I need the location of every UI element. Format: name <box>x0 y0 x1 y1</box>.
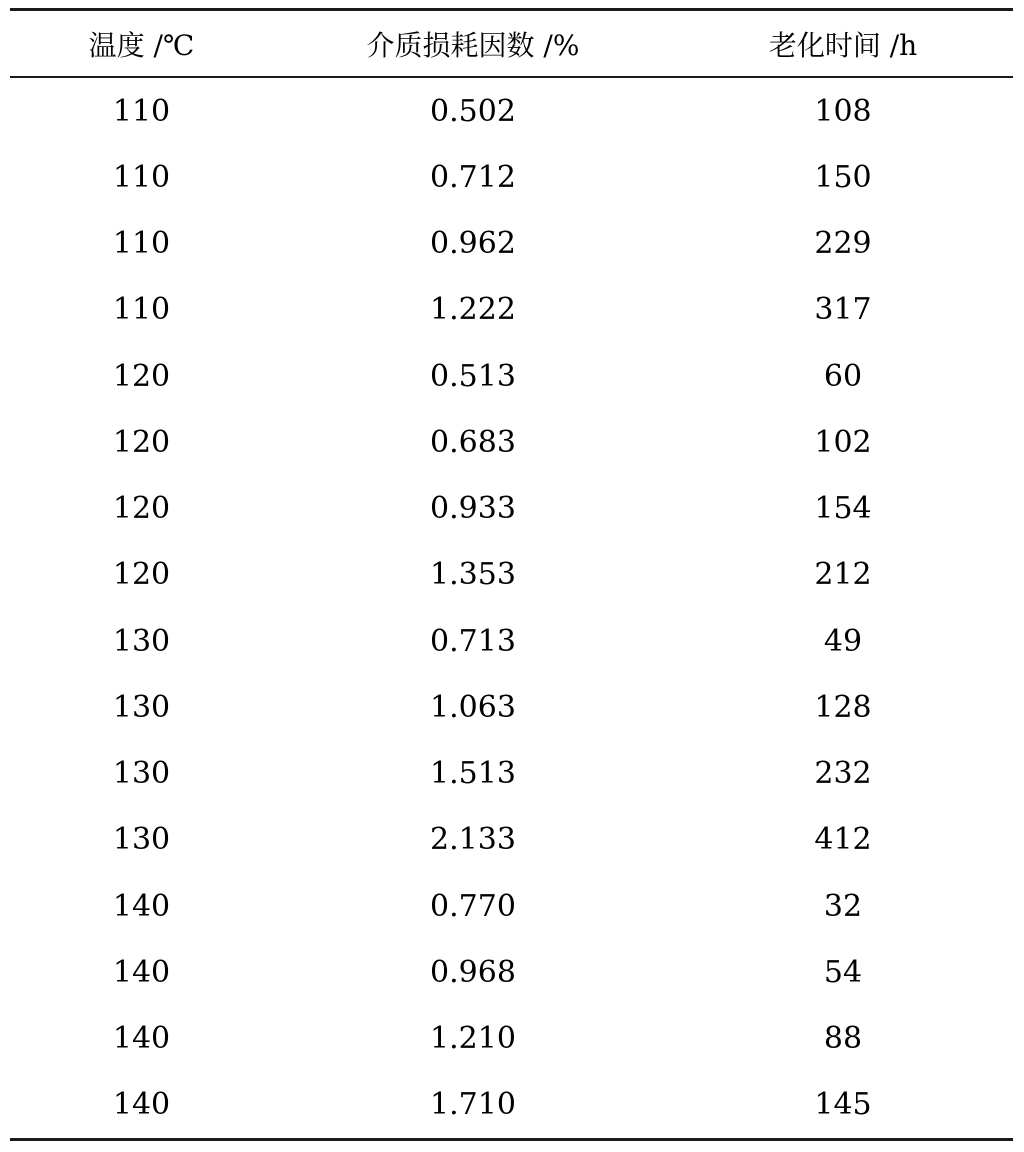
table-row <box>10 542 1013 608</box>
temperature-cell: 140 <box>112 888 171 924</box>
header-dielectric-loss-factor: 介质损耗因数 /% <box>273 10 673 78</box>
dielectric-loss-cell: 1.222 <box>430 292 516 328</box>
data-table-container <box>10 8 1013 1141</box>
dielectric-loss-cell: 1.353 <box>430 557 516 593</box>
aging-time-cell: 412 <box>814 822 872 858</box>
table-row <box>10 476 1013 542</box>
dielectric-loss-cell: 0.968 <box>430 954 516 990</box>
aging-time-cell: 88 <box>823 1021 863 1057</box>
temperature-cell: 130 <box>112 756 171 792</box>
aging-time-cell: 232 <box>814 756 872 792</box>
aging-time-cell: 229 <box>814 226 872 262</box>
temperature-cell: 140 <box>112 954 171 990</box>
dielectric-loss-cell: 1.710 <box>430 1087 516 1123</box>
aging-time-cell: 154 <box>814 491 872 527</box>
temperature-cell: 130 <box>112 822 171 858</box>
temperature-cell: 140 <box>112 1087 171 1123</box>
dielectric-loss-cell: 1.063 <box>430 689 516 725</box>
table-row <box>10 1006 1013 1072</box>
dielectric-loss-cell: 0.933 <box>430 491 516 527</box>
table-row <box>10 608 1013 674</box>
temperature-cell: 130 <box>112 689 171 725</box>
dielectric-loss-cell: 0.962 <box>430 226 516 262</box>
dielectric-loss-cell: 0.770 <box>430 888 516 924</box>
header-temperature: 温度 /℃ <box>10 10 273 78</box>
table-row <box>10 939 1013 1005</box>
aging-time-cell: 102 <box>814 424 872 460</box>
table-row <box>10 343 1013 409</box>
header-aging-time: 老化时间 /h <box>673 10 1013 78</box>
table-row <box>10 211 1013 277</box>
temperature-cell: 110 <box>112 226 171 262</box>
table-row <box>10 741 1013 807</box>
aging-time-cell: 150 <box>814 159 872 195</box>
table-row <box>10 807 1013 873</box>
dielectric-loss-cell: 0.712 <box>430 159 516 195</box>
dielectric-loss-cell: 0.683 <box>430 424 516 460</box>
data-table <box>10 8 1013 1141</box>
table-row <box>10 144 1013 210</box>
dielectric-loss-cell: 0.713 <box>430 623 516 659</box>
temperature-cell: 110 <box>112 292 171 328</box>
header-row <box>10 10 1013 78</box>
aging-time-cell: 32 <box>823 888 863 924</box>
temperature-cell: 120 <box>112 557 171 593</box>
dielectric-loss-cell: 0.502 <box>430 93 516 129</box>
aging-time-cell: 54 <box>823 954 863 990</box>
temperature-cell: 120 <box>112 491 171 527</box>
dielectric-loss-cell: 1.513 <box>430 756 516 792</box>
table-row <box>10 674 1013 740</box>
temperature-cell: 120 <box>112 424 171 460</box>
table-body <box>10 77 1013 1140</box>
table-row <box>10 77 1013 144</box>
table-row <box>10 873 1013 939</box>
table-header <box>10 10 1013 78</box>
temperature-cell: 130 <box>112 623 171 659</box>
table-row <box>10 409 1013 475</box>
dielectric-loss-cell: 1.210 <box>430 1021 516 1057</box>
temperature-cell: 140 <box>112 1021 171 1057</box>
temperature-cell: 110 <box>112 93 171 129</box>
aging-time-cell: 317 <box>814 292 872 328</box>
aging-time-cell: 212 <box>814 557 872 593</box>
dielectric-loss-cell: 2.133 <box>430 822 516 858</box>
dielectric-loss-cell: 0.513 <box>430 358 516 394</box>
temperature-cell: 110 <box>112 159 171 195</box>
aging-time-cell: 108 <box>814 93 872 129</box>
temperature-cell: 120 <box>112 358 171 394</box>
aging-time-cell: 128 <box>814 689 872 725</box>
table-row <box>10 1072 1013 1140</box>
aging-time-cell: 60 <box>823 358 863 394</box>
aging-time-cell: 145 <box>814 1087 872 1123</box>
table-row <box>10 277 1013 343</box>
aging-time-cell: 49 <box>823 623 863 659</box>
